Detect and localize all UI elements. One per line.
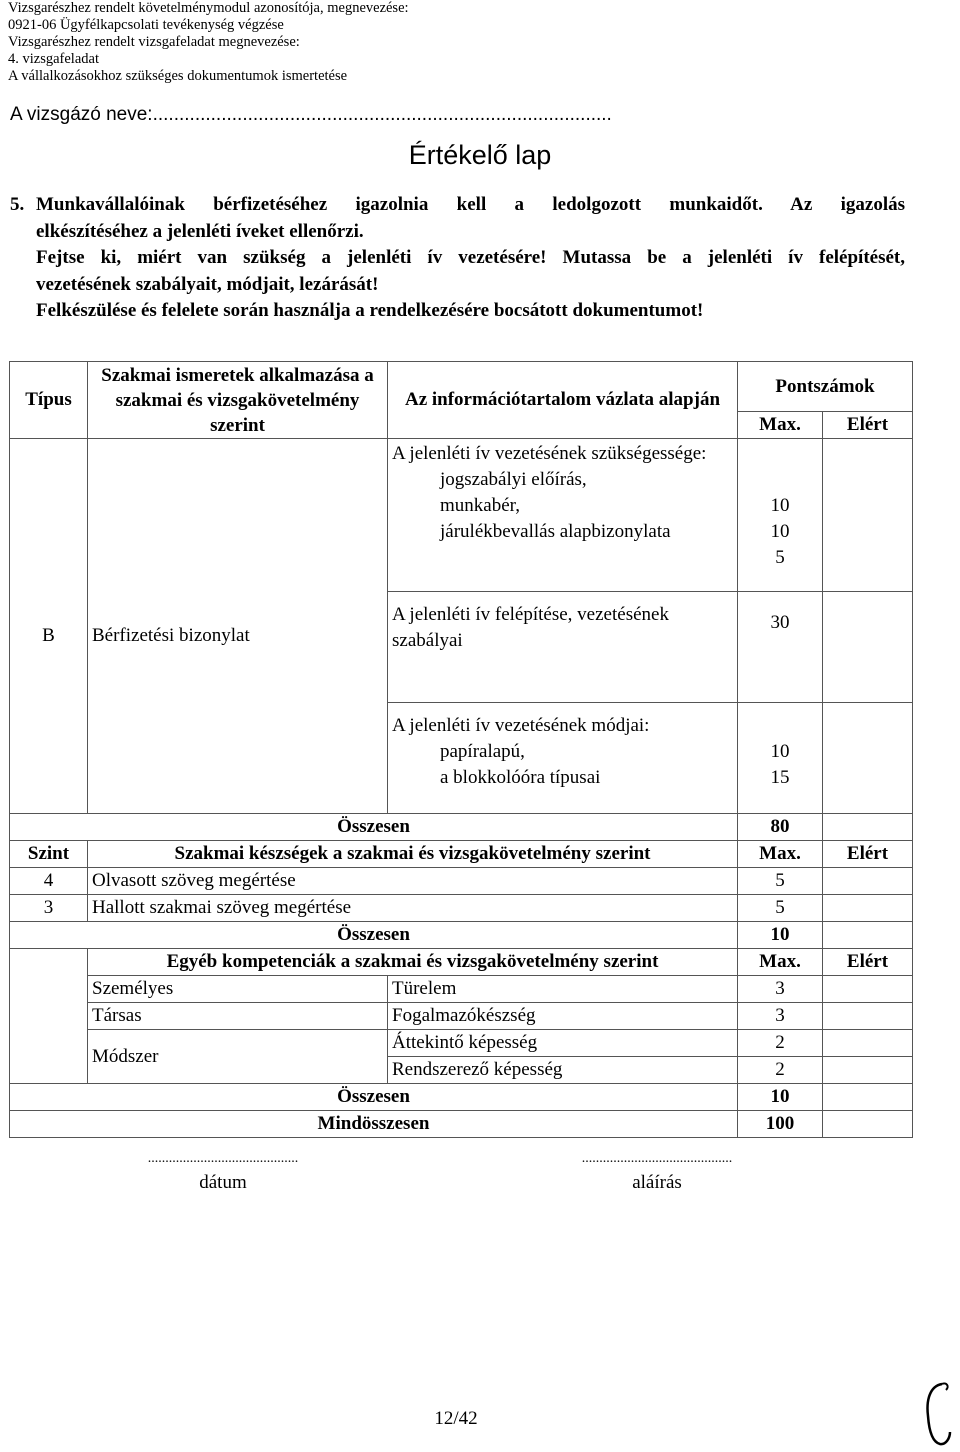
col-points-header: Pontszámok	[738, 362, 913, 412]
task-line: Fejtse ki, miért van szükség a jelenléti ív vezetésére! Mutassa be a jelenléti ív felépítését,	[36, 247, 905, 268]
header-line: Vizsgarészhez rendelt vizsgafeladat megnevezése:	[8, 34, 300, 50]
total-label: Összesen	[10, 1084, 738, 1111]
page-number: 12/42	[434, 1408, 478, 1429]
max-value: 3	[738, 976, 823, 1003]
competency-label: Áttekintő képesség	[388, 1030, 738, 1057]
skill-label: Olvasott szöveg megértése	[88, 868, 738, 895]
col-level-header: Szint	[10, 841, 88, 868]
max-value: 10	[770, 741, 790, 762]
achieved-cell[interactable]	[823, 1111, 913, 1138]
competency-label: Rendszerező képesség	[388, 1057, 738, 1084]
col-achieved-header: Elért	[823, 412, 913, 439]
col-knowledge-header: Szakmai ismeretek alkalmazása a szakmai és vizsgakövetelmény szerint	[88, 362, 388, 439]
col-achieved-header: Elért	[823, 949, 913, 976]
achieved-cell[interactable]	[823, 439, 913, 592]
total-row	[10, 1084, 913, 1111]
competency-group: Személyes	[88, 976, 388, 1003]
col-content-header: Az információtartalom vázlata alapján	[388, 362, 738, 439]
max-value: 5	[738, 895, 823, 922]
date-dots: ...........................................	[147, 1151, 299, 1166]
achieved-cell[interactable]	[823, 868, 913, 895]
max-cell-3	[738, 703, 823, 814]
table-row	[10, 439, 913, 592]
max-value: 5	[738, 868, 823, 895]
max-value: 10	[770, 495, 790, 516]
competency-group: Társas	[88, 1003, 388, 1030]
total-value: 80	[738, 814, 823, 841]
date-label: dátum	[199, 1172, 247, 1193]
empty-cell	[10, 949, 88, 976]
signature-label: aláírás	[632, 1172, 682, 1193]
block-item: járulékbevallás alapbizonylata	[440, 521, 671, 542]
competencies-header-row	[10, 949, 913, 976]
col-achieved-header: Elért	[823, 841, 913, 868]
task-number: 5.	[10, 194, 25, 215]
skills-header-row	[10, 841, 913, 868]
max-value: 2	[738, 1030, 823, 1057]
achieved-cell[interactable]	[823, 922, 913, 949]
competencies-title: Egyéb kompetenciák a szakmai és vizsgakövetelmény szerint	[88, 949, 738, 976]
handwritten-mark	[920, 1380, 956, 1448]
grand-total-label: Mindösszesen	[10, 1111, 738, 1138]
achieved-cell[interactable]	[823, 895, 913, 922]
task-line: elkészítéséhez a jelenléti íveket ellenőrzi.	[36, 220, 364, 242]
content-cell-3	[388, 703, 738, 814]
max-value: 2	[738, 1057, 823, 1084]
achieved-cell[interactable]	[823, 592, 913, 703]
total-label: Összesen	[10, 814, 738, 841]
competency-group: Módszer	[88, 1030, 388, 1084]
block-heading: A jelenléti ív vezetésének módjai:	[392, 715, 650, 736]
total-label: Összesen	[10, 922, 738, 949]
competency-label: Fogalmazókészség	[388, 1003, 738, 1030]
total-value: 10	[738, 922, 823, 949]
max-value: 5	[775, 547, 785, 568]
block-item: munkabér,	[440, 495, 520, 516]
empty-cell	[10, 976, 88, 1003]
block-item: papíralapú,	[440, 741, 525, 762]
max-cell-1	[738, 439, 823, 592]
document-header	[8, 0, 409, 85]
table-row	[10, 976, 913, 1003]
content-cell-2: A jelenléti ív felépítése, vezetésének szabályai	[388, 592, 738, 703]
block-item: a blokkolóóra típusai	[440, 767, 601, 788]
achieved-cell[interactable]	[823, 703, 913, 814]
signature-dots: ...........................................	[581, 1151, 733, 1166]
skills-title: Szakmai készségek a szakmai és vizsgakövetelmény szerint	[88, 841, 738, 868]
table-row	[10, 1030, 913, 1057]
content-cell-1	[388, 439, 738, 592]
block-item: jogszabályi előírás,	[440, 469, 587, 490]
total-value: 10	[738, 1084, 823, 1111]
task-line: vezetésének szabályait, módjait, lezárását!	[36, 273, 379, 295]
empty-cell	[10, 1030, 88, 1057]
type-cell: B	[10, 439, 88, 814]
page-title: Értékelő lap	[408, 140, 552, 170]
block-heading: A jelenléti ív vezetésének szükségessége:	[392, 443, 707, 464]
task-description	[10, 192, 905, 325]
candidate-name-line: A vizsgázó neve:.......................................................................................	[10, 104, 612, 125]
max-value: 30	[738, 592, 823, 703]
header-line: Vizsgarészhez rendelt követelménymodul azonosítója, megnevezése:	[8, 0, 409, 16]
grand-total-value: 100	[738, 1111, 823, 1138]
level-cell: 4	[10, 868, 88, 895]
header-line: A vállalkozásokhoz szükséges dokumentumok ismertetése	[8, 68, 348, 84]
task-line: Felkészülése és felelete során használja a rendelkezésére bocsátott dokumentumot!	[36, 300, 704, 321]
table-row	[10, 895, 913, 922]
table-header-row	[10, 362, 913, 412]
col-max-header: Max.	[738, 412, 823, 439]
table-row	[10, 868, 913, 895]
empty-cell	[10, 1057, 88, 1084]
col-max-header: Max.	[738, 949, 823, 976]
grand-total-row	[10, 1111, 913, 1138]
achieved-cell[interactable]	[823, 1084, 913, 1111]
max-value: 3	[738, 1003, 823, 1030]
col-max-header: Max.	[738, 841, 823, 868]
total-row	[10, 922, 913, 949]
max-value: 15	[770, 767, 790, 788]
task-line: Munkavállalóinak bérfizetéséhez igazolnia kell a ledolgozott munkaidőt. Az igazolás	[36, 194, 905, 215]
header-line: 4. vizsgafeladat	[8, 51, 99, 67]
total-row	[10, 814, 913, 841]
signature-block	[526, 1152, 788, 1194]
evaluation-table	[9, 361, 913, 1138]
achieved-cell[interactable]	[823, 1003, 913, 1030]
empty-cell	[10, 1003, 88, 1030]
knowledge-cell: Bérfizetési bizonylat	[88, 439, 388, 814]
date-block	[92, 1152, 354, 1194]
achieved-cell[interactable]	[823, 1030, 913, 1057]
header-line: 0921-06 Ügyfélkapcsolati tevékenység végzése	[8, 17, 284, 33]
max-value: 10	[770, 521, 790, 542]
achieved-cell[interactable]	[823, 814, 913, 841]
table-row	[10, 1003, 913, 1030]
competency-label: Türelem	[388, 976, 738, 1003]
level-cell: 3	[10, 895, 88, 922]
achieved-cell[interactable]	[823, 1057, 913, 1084]
skill-label: Hallott szakmai szöveg megértése	[88, 895, 738, 922]
col-type-header: Típus	[10, 362, 88, 439]
achieved-cell[interactable]	[823, 976, 913, 1003]
